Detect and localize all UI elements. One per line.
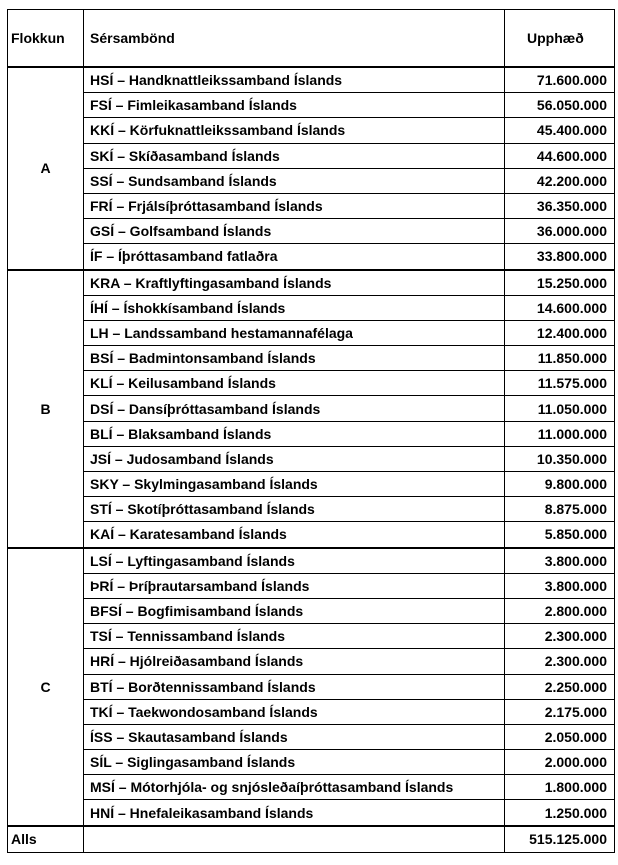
table-row	[8, 219, 615, 244]
federation-cell: GSÍ – Golfsamband Íslands	[84, 219, 505, 244]
table-row	[8, 67, 615, 93]
table-row	[8, 724, 615, 749]
federation-cell: HNÍ – Hnefaleikasamband Íslands	[84, 800, 505, 826]
header-federation: Sérsambönd	[84, 10, 505, 68]
total-empty-cell	[84, 826, 505, 853]
table-row	[8, 699, 615, 724]
header-category: Flokkun	[8, 10, 84, 68]
federation-cell: TSÍ – Tennissamband Íslands	[84, 624, 505, 649]
amount-cell: 3.800.000	[505, 573, 615, 598]
table-row	[8, 320, 615, 345]
header-amount: Upphæð	[505, 10, 615, 68]
table-row	[8, 573, 615, 598]
allocation-table-wrapper	[7, 9, 615, 853]
amount-cell: 44.600.000	[505, 143, 615, 168]
table-row	[8, 143, 615, 168]
amount-cell: 11.850.000	[505, 346, 615, 371]
table-row	[8, 750, 615, 775]
table-row	[8, 548, 615, 574]
amount-cell: 9.800.000	[505, 472, 615, 497]
federation-cell: ÍSS – Skautasamband Íslands	[84, 724, 505, 749]
table-row	[8, 624, 615, 649]
table-row	[8, 598, 615, 623]
federation-cell: HRÍ – Hjólreiðasamband Íslands	[84, 649, 505, 674]
federation-cell: LH – Landssamband hestamannafélaga	[84, 320, 505, 345]
table-row	[8, 118, 615, 143]
amount-cell: 11.000.000	[505, 421, 615, 446]
amount-cell: 3.800.000	[505, 548, 615, 574]
federation-cell: LSÍ – Lyftingasamband Íslands	[84, 548, 505, 574]
table-row	[8, 497, 615, 522]
amount-cell: 33.800.000	[505, 244, 615, 270]
federation-cell: BSÍ – Badmintonsamband Íslands	[84, 346, 505, 371]
table-row	[8, 522, 615, 548]
table-header-row	[8, 10, 615, 68]
table-body	[8, 67, 615, 826]
amount-cell: 56.050.000	[505, 93, 615, 118]
amount-cell: 11.575.000	[505, 371, 615, 396]
category-cell: C	[8, 548, 84, 826]
table-row	[8, 472, 615, 497]
federation-cell: JSÍ – Judosamband Íslands	[84, 446, 505, 471]
federation-cell: SÍL – Siglingasamband Íslands	[84, 750, 505, 775]
federation-cell: KRA – Kraftlyftingasamband Íslands	[84, 270, 505, 296]
table-row	[8, 295, 615, 320]
federation-cell: KKÍ – Körfuknattleikssamband Íslands	[84, 118, 505, 143]
federation-cell: STÍ – Skotíþróttasamband Íslands	[84, 497, 505, 522]
amount-cell: 42.200.000	[505, 168, 615, 193]
category-cell: B	[8, 270, 84, 548]
federation-cell: KLÍ – Keilusamband Íslands	[84, 371, 505, 396]
total-row	[8, 826, 615, 853]
table-row	[8, 421, 615, 446]
amount-cell: 12.400.000	[505, 320, 615, 345]
amount-cell: 8.875.000	[505, 497, 615, 522]
federation-cell: SKÍ – Skíðasamband Íslands	[84, 143, 505, 168]
federation-cell: ÍF – Íþróttasamband fatlaðra	[84, 244, 505, 270]
federation-cell: HSÍ – Handknattleikssamband Íslands	[84, 67, 505, 93]
total-amount: 515.125.000	[505, 826, 615, 853]
table-row	[8, 244, 615, 270]
table-row	[8, 168, 615, 193]
table-row	[8, 371, 615, 396]
amount-cell: 36.350.000	[505, 193, 615, 218]
amount-cell: 45.400.000	[505, 118, 615, 143]
amount-cell: 10.350.000	[505, 446, 615, 471]
amount-cell: 1.800.000	[505, 775, 615, 800]
amount-cell: 14.600.000	[505, 295, 615, 320]
table-row	[8, 193, 615, 218]
category-cell: A	[8, 67, 84, 270]
amount-cell: 11.050.000	[505, 396, 615, 421]
total-label: Alls	[8, 826, 84, 853]
amount-cell: 2.250.000	[505, 674, 615, 699]
amount-cell: 2.175.000	[505, 699, 615, 724]
federation-cell: KAÍ – Karatesamband Íslands	[84, 522, 505, 548]
table-row	[8, 800, 615, 826]
table-row	[8, 93, 615, 118]
federation-cell: ÍHÍ – Íshokkísamband Íslands	[84, 295, 505, 320]
allocation-table	[7, 9, 615, 853]
federation-cell: BTÍ – Borðtennissamband Íslands	[84, 674, 505, 699]
federation-cell: FRÍ – Frjálsíþróttasamband Íslands	[84, 193, 505, 218]
table-row	[8, 649, 615, 674]
amount-cell: 36.000.000	[505, 219, 615, 244]
federation-cell: DSÍ – Dansíþróttasamband Íslands	[84, 396, 505, 421]
amount-cell: 1.250.000	[505, 800, 615, 826]
federation-cell: TKÍ – Taekwondosamband Íslands	[84, 699, 505, 724]
table-row	[8, 446, 615, 471]
amount-cell: 15.250.000	[505, 270, 615, 296]
table-row	[8, 674, 615, 699]
federation-cell: SSÍ – Sundsamband Íslands	[84, 168, 505, 193]
federation-cell: BFSÍ – Bogfimisamband Íslands	[84, 598, 505, 623]
federation-cell: MSÍ – Mótorhjóla- og snjósleðaíþróttasamband Íslands	[84, 775, 505, 800]
amount-cell: 2.800.000	[505, 598, 615, 623]
amount-cell: 2.000.000	[505, 750, 615, 775]
table-row	[8, 270, 615, 296]
federation-cell: FSÍ – Fimleikasamband Íslands	[84, 93, 505, 118]
amount-cell: 71.600.000	[505, 67, 615, 93]
federation-cell: ÞRÍ – Þríþrautarsamband Íslands	[84, 573, 505, 598]
federation-cell: SKY – Skylmingasamband Íslands	[84, 472, 505, 497]
table-row	[8, 396, 615, 421]
federation-cell: BLÍ – Blaksamband Íslands	[84, 421, 505, 446]
amount-cell: 2.300.000	[505, 624, 615, 649]
table-row	[8, 775, 615, 800]
table-row	[8, 346, 615, 371]
amount-cell: 2.050.000	[505, 724, 615, 749]
amount-cell: 2.300.000	[505, 649, 615, 674]
amount-cell: 5.850.000	[505, 522, 615, 548]
